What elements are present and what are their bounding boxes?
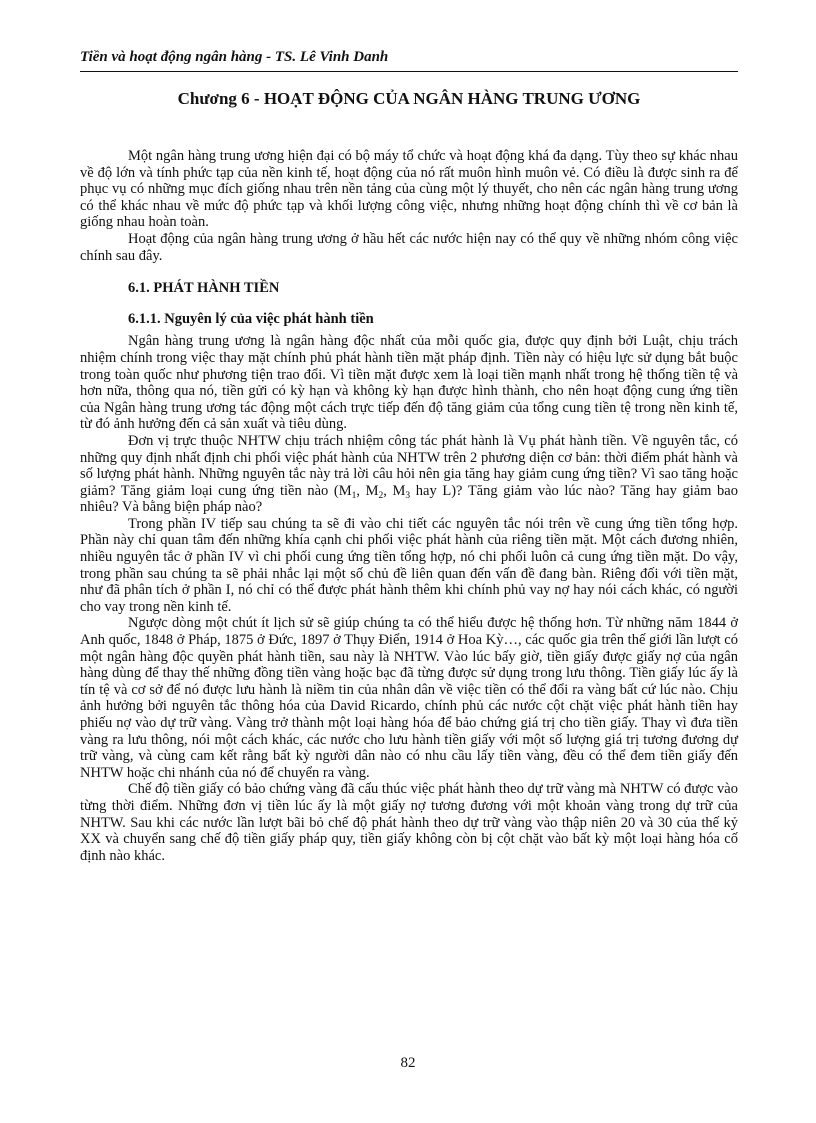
separator-2: , M <box>383 482 406 499</box>
page-number: 82 <box>400 1055 416 1071</box>
m3-subscript: 3 <box>405 490 411 501</box>
paragraph-2-text-a: Đơn vị trực thuộc NHTW chịu trách nhiệm công tác phát hành là Vụ phát hành tiền. Về nguyên tắc, có những quy định nhất định chi phối việc phát hành của NHTW trên 2 phương diện cơ bản: thời điểm phát hành và số lượng phát hành. Những nguyên tắc này trả lời câu hỏi nên gia tăng hay giảm cung ứng tiền? Vì sao tăng hoặc giảm? Tăng giảm loại cung ứng tiền nào (M <box>80 432 738 499</box>
m1-subscript: 1 <box>351 490 357 501</box>
m2-subscript: 2 <box>378 490 384 501</box>
paragraph-5: Chế độ tiền giấy có bảo chứng vàng đã cấu thúc việc phát hành theo dự trữ vàng mà NHTW có được vào từng thời điểm. Những đơn vị tiền lúc ấy là một giấy nợ tương đương với một khoản vàng trong dự trữ của NHTW. Sau khi các nước lần lượt bãi bỏ chế độ phát hành theo dự trữ vàng vào thập niên 20 và 30 của thế kỷ XX và chuyển sang chế độ tiền giấy pháp quy, tiền giấy không còn bị cột chặt vào bất kỳ một loại hàng hóa cố định nào khác. <box>80 781 738 864</box>
chapter-title: Chương 6 - HOẠT ĐỘNG CỦA NGÂN HÀNG TRUNG ƯƠNG <box>177 89 641 108</box>
paragraph-2 <box>80 433 738 516</box>
running-header: Tiền và hoạt động ngân hàng - TS. Lê Vinh Danh <box>80 48 738 72</box>
separator-1: , M <box>356 482 379 499</box>
paragraph-4: Ngược dòng một chút ít lịch sử sẽ giúp chúng ta có thể hiểu được hệ thống hơn. Từ những năm 1844 ở Anh quốc, 1848 ở Pháp, 1875 ở Đức, 1897 ở Thụy Điển, 1914 ở Hoa Kỳ…, các quốc gia trên thế giới lần lượt có một ngân hàng độc quyền phát hành tiền, sau này là NHTW. Vào lúc bấy giờ, tiền giấy được giấy nợ của ngân hàng dùng để thay thế những đồng tiền vàng hoặc bạc đã từng được sử dụng trong lưu thông. Tiền giấy lúc ấy là tín tệ và cơ sở để nó được lưu hành là niềm tin của nhân dân về việc tiền có thể đổi ra vàng bất cứ lúc nào. Chịu ảnh hưởng bởi nguyên tắc thông hóa của David Ricardo, chính phủ các nước cột chặt việc phát hành tiền hay phiếu nợ vào dự trữ vàng. Vàng trở thành một loại hàng hóa để bảo chứng giá trị cho tiền giấy. Thay vì đưa tiền vàng ra lưu thông, nói một cách khác, các nước cho lưu hành tiền giấy với một số lượng giá trị tương đương dự trữ vàng, và cùng cam kết rằng bất kỳ người dân nào có nhu cầu lấy tiền vàng, đều có thể đem tiền giấy đến NHTW hoặc chi nhánh của nó để chuyển ra vàng. <box>80 615 738 781</box>
paragraph-1: Ngân hàng trung ương là ngân hàng độc nhất của mỗi quốc gia, được quy định bởi Luật, chịu trách nhiệm chính trong việc thay mặt chính phủ phát hành tiền mặt pháp định. Tiền này có hiệu lực sử dụng bắt buộc trong toàn quốc như phương tiện trao đổi. Vì tiền mặt được xem là loại tiền mạnh nhất trong hệ thống tiền tệ và hơn nữa, thông qua nó, tiền gửi có kỳ hạn và không kỳ hạn được hình thành, cho nên hoạt động cung ứng tiền của Ngân hàng trung ương tác động một cách trực tiếp đến độ tăng giảm của tổng cung tiền tệ trong nền kinh tế, từ đó ảnh hưởng đến cả sản xuất và tiêu dùng. <box>80 333 738 433</box>
body-text <box>80 148 738 864</box>
intro-paragraph-1: Một ngân hàng trung ương hiện đại có bộ máy tổ chức và hoạt động khá đa dạng. Tùy theo sự khác nhau về độ lớn và tính phức tạp của nền kinh tế, hoạt động của nó rất muôn hình muôn vẻ. Có điều là được sinh ra để phục vụ có những mục đích giống nhau trên nền tảng của cùng một lý thuyết, cho nên các ngân hàng trung ương có thể khác nhau về mức độ phức tạp và khối lượng công việc, nhưng những hoạt động chính thì về cơ bản là giống nhau hoàn toàn. <box>80 148 738 231</box>
subsection-heading: 6.1.1. Nguyên lý của việc phát hành tiền <box>128 310 374 327</box>
intro-paragraph-2: Hoạt động của ngân hàng trung ương ở hầu hết các nước hiện nay có thể quy về những nhóm công việc chính sau đây. <box>80 230 738 264</box>
paragraph-2-text-b: hay L)? Tăng giảm vào lúc nào? Tăng hay giảm bao nhiêu? Và bằng biện pháp nào? <box>80 482 738 516</box>
paragraph-3: Trong phần IV tiếp sau chúng ta sẽ đi vào chi tiết các nguyên tắc nói trên về cung ứng tiền tổng hợp. Phần này chỉ quan tâm đến những khía cạnh chi phối việc phát hành của riêng tiền mặt. Một cách đương nhiên, nhiều nguyên tắc ở phần IV vì chi phối cung ứng tiền tổng hợp, nó chi phối luôn cả cung ứng tiền mặt. Do vậy, trong phần sau chúng ta sẽ phải nhắc lại một số chủ đề liên quan đến vấn đề đang bàn. Riêng đối với tiền mặt, như đã phân tích ở phần I, nó chỉ có thể được phát hành thêm khi chính phủ vay nợ hay nói cách khác, có người cho vay trong nền kinh tế. <box>80 515 738 615</box>
section-heading: 6.1. PHÁT HÀNH TIỀN <box>128 280 280 297</box>
